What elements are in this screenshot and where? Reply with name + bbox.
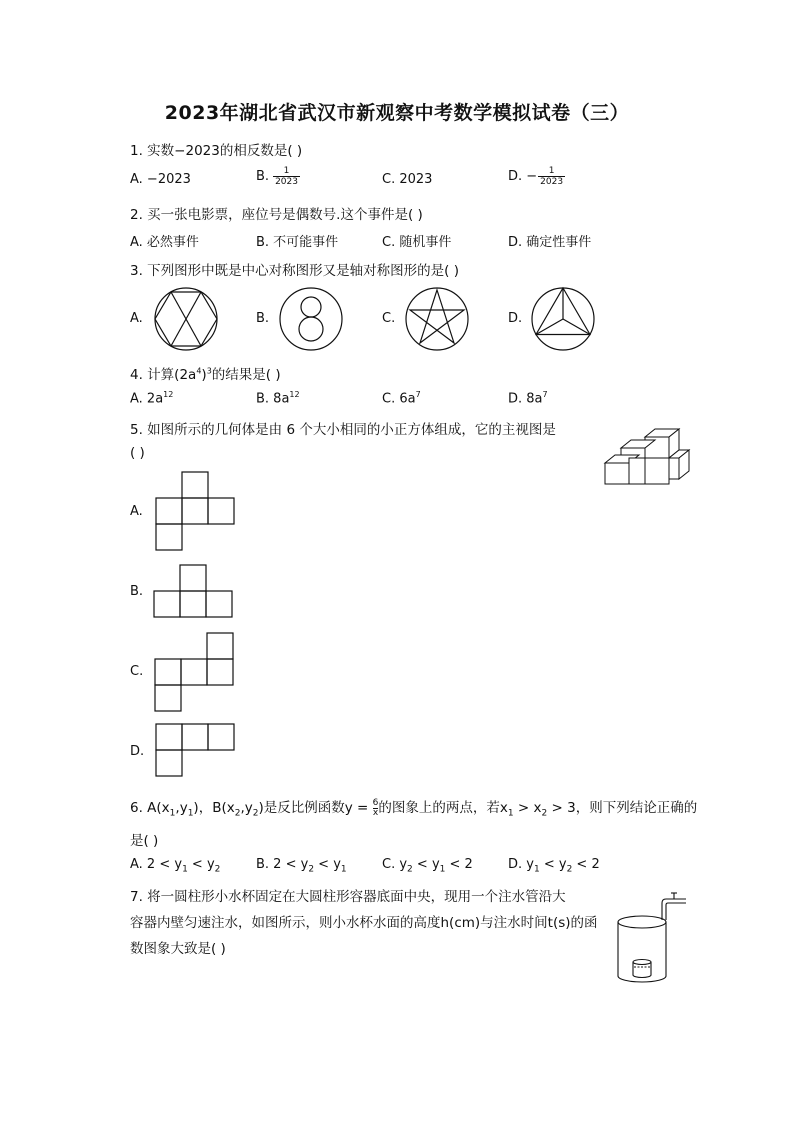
question-6-stem-line2: 是( ) (130, 833, 159, 849)
option-text: B. 2 < y (256, 857, 309, 872)
question-7-line-2: 容器内壁匀速注水，如图所示，则小水杯水面的高度h(cm)与注水时间t(s)的函 (130, 915, 598, 931)
question-2-option-d: D. 确定性事件 (508, 235, 592, 250)
option-text: D. y (508, 857, 534, 872)
figure-7-water-container (612, 891, 692, 987)
question-2-option-b: B. 不可能事件 (256, 235, 339, 250)
subscript: 2 (214, 864, 221, 875)
option-text: < y (412, 857, 440, 872)
question-1-option-a: A. −2023 (130, 172, 191, 187)
subscript: 1 (507, 808, 514, 819)
page-title: 2023年湖北省武汉市新观察中考数学模拟试卷（三） (164, 102, 630, 124)
option-text: A. 2 < y (130, 857, 183, 872)
question-3-option-d: D. (508, 311, 523, 326)
subscript: 2 (407, 864, 413, 875)
question-6-option-c (382, 857, 473, 875)
question-2-option-a: A. 必然事件 (130, 235, 199, 250)
question-3-stem: 3. 下列图形中既是中心对称图形又是轴对称图形的是( ) (130, 263, 459, 279)
question-5-option-a: A. (130, 504, 143, 519)
figure-3c-pentagram-circle (405, 287, 469, 351)
question-1-option-b (256, 166, 300, 187)
figure-3b-figure-eight-circle (279, 287, 343, 351)
question-1-option-c: C. 2023 (382, 172, 433, 187)
question-6-stem (130, 796, 697, 819)
subscript: 1 (182, 864, 188, 875)
figure-3d-triangle-circle (531, 287, 595, 351)
question-1-stem: 1. 实数−2023的相反数是( ) (130, 143, 303, 159)
q6-text: > 3，则下列结论正确的 (547, 800, 698, 816)
q4-exp-2: 3 (206, 366, 212, 376)
figure-5c-view (154, 632, 234, 712)
figure-5a-view (155, 471, 235, 551)
subscript: 1 (439, 864, 446, 875)
question-5-option-b: B. (130, 584, 144, 599)
question-6-option-a (130, 857, 220, 875)
option-text: < 2 (572, 857, 600, 872)
option-text: C. y (382, 857, 408, 872)
fraction-denominator: x (372, 807, 379, 818)
exponent: 7 (542, 390, 548, 399)
figure-5-cube-solid (603, 429, 693, 493)
question-5-option-c: C. (130, 664, 144, 679)
subscript: 2 (252, 808, 259, 819)
subscript: 1 (340, 864, 347, 875)
question-5-paren: ( ) (130, 445, 145, 461)
option-text: < y (539, 857, 567, 872)
subscript: 1 (169, 808, 176, 819)
question-4-option-c (382, 390, 421, 406)
fraction-denominator: 2023 (540, 177, 564, 187)
exponent: 12 (289, 390, 300, 399)
option-d-label: D. − (508, 169, 538, 184)
subscript: 2 (566, 864, 573, 875)
question-4-option-d (508, 390, 548, 406)
q4-stem-pre: 4. 计算(2a (130, 367, 197, 383)
q4-stem-mid: ) (201, 367, 207, 383)
option-text: < 2 (445, 857, 473, 872)
exponent: 7 (415, 390, 421, 399)
option-label: D. 8a (508, 391, 543, 407)
figure-5b-view (153, 564, 233, 619)
question-7-line-1: 7. 将一圆柱形小水杯固定在大圆柱形容器底面中央，现用一个注水管沿大 (130, 889, 566, 905)
question-3-option-a: A. (130, 311, 143, 326)
question-2-stem: 2. 买一张电影票，座位号是偶数号.这个事件是( ) (130, 207, 423, 223)
option-label: C. 6a (382, 391, 416, 407)
question-5-option-d: D. (130, 744, 145, 759)
subscript: 2 (234, 808, 241, 819)
q6-text: 的图象上的两点，若x (378, 800, 508, 816)
question-5-stem: 5. 如图所示的几何体是由 6 个大小相同的小正方体组成，它的主视图是 (130, 422, 556, 438)
exponent: 12 (163, 390, 174, 399)
fraction-numerator: 6 (372, 797, 379, 808)
fraction-denominator: 2023 (275, 177, 298, 187)
question-4-option-b (256, 390, 300, 406)
question-4-stem (130, 363, 281, 383)
figure-5d-view (155, 723, 235, 778)
option-text: < y (187, 857, 215, 872)
subscript: 2 (541, 808, 548, 819)
q4-stem-post: 的结果是( ) (211, 367, 281, 383)
question-7-line-3: 数图象大致是( ) (130, 941, 226, 957)
option-text: < y (314, 857, 341, 872)
q6-text: 6. A(x (130, 800, 170, 816)
question-6-option-d (508, 857, 600, 875)
q6-text: > x (513, 800, 542, 816)
question-4-option-a (130, 390, 173, 406)
subscript: 1 (187, 808, 194, 819)
option-b-label: B. (256, 169, 270, 184)
subscript: 2 (308, 864, 315, 875)
fraction (273, 166, 300, 187)
q4-exp-1: 4 (196, 366, 202, 376)
q6-text: ,y (175, 800, 188, 816)
question-3-option-b: B. (256, 311, 270, 326)
figure-3a-hexagon-circle (154, 287, 218, 351)
subscript: 1 (533, 864, 540, 875)
question-2-option-c: C. 随机事件 (382, 235, 452, 250)
question-1-option-d (508, 166, 565, 187)
fraction-numerator: 1 (548, 166, 555, 176)
fraction (538, 166, 565, 187)
question-3-option-c: C. (382, 311, 396, 326)
q6-text: ,y (240, 800, 253, 816)
option-label: A. 2a (130, 391, 164, 407)
option-label: B. 8a (256, 391, 290, 407)
question-6-option-b (256, 857, 347, 875)
fraction-numerator: 1 (283, 166, 290, 176)
q6-text: )，B(x (193, 800, 235, 816)
q6-text: )是反比例函数y = (258, 800, 373, 816)
